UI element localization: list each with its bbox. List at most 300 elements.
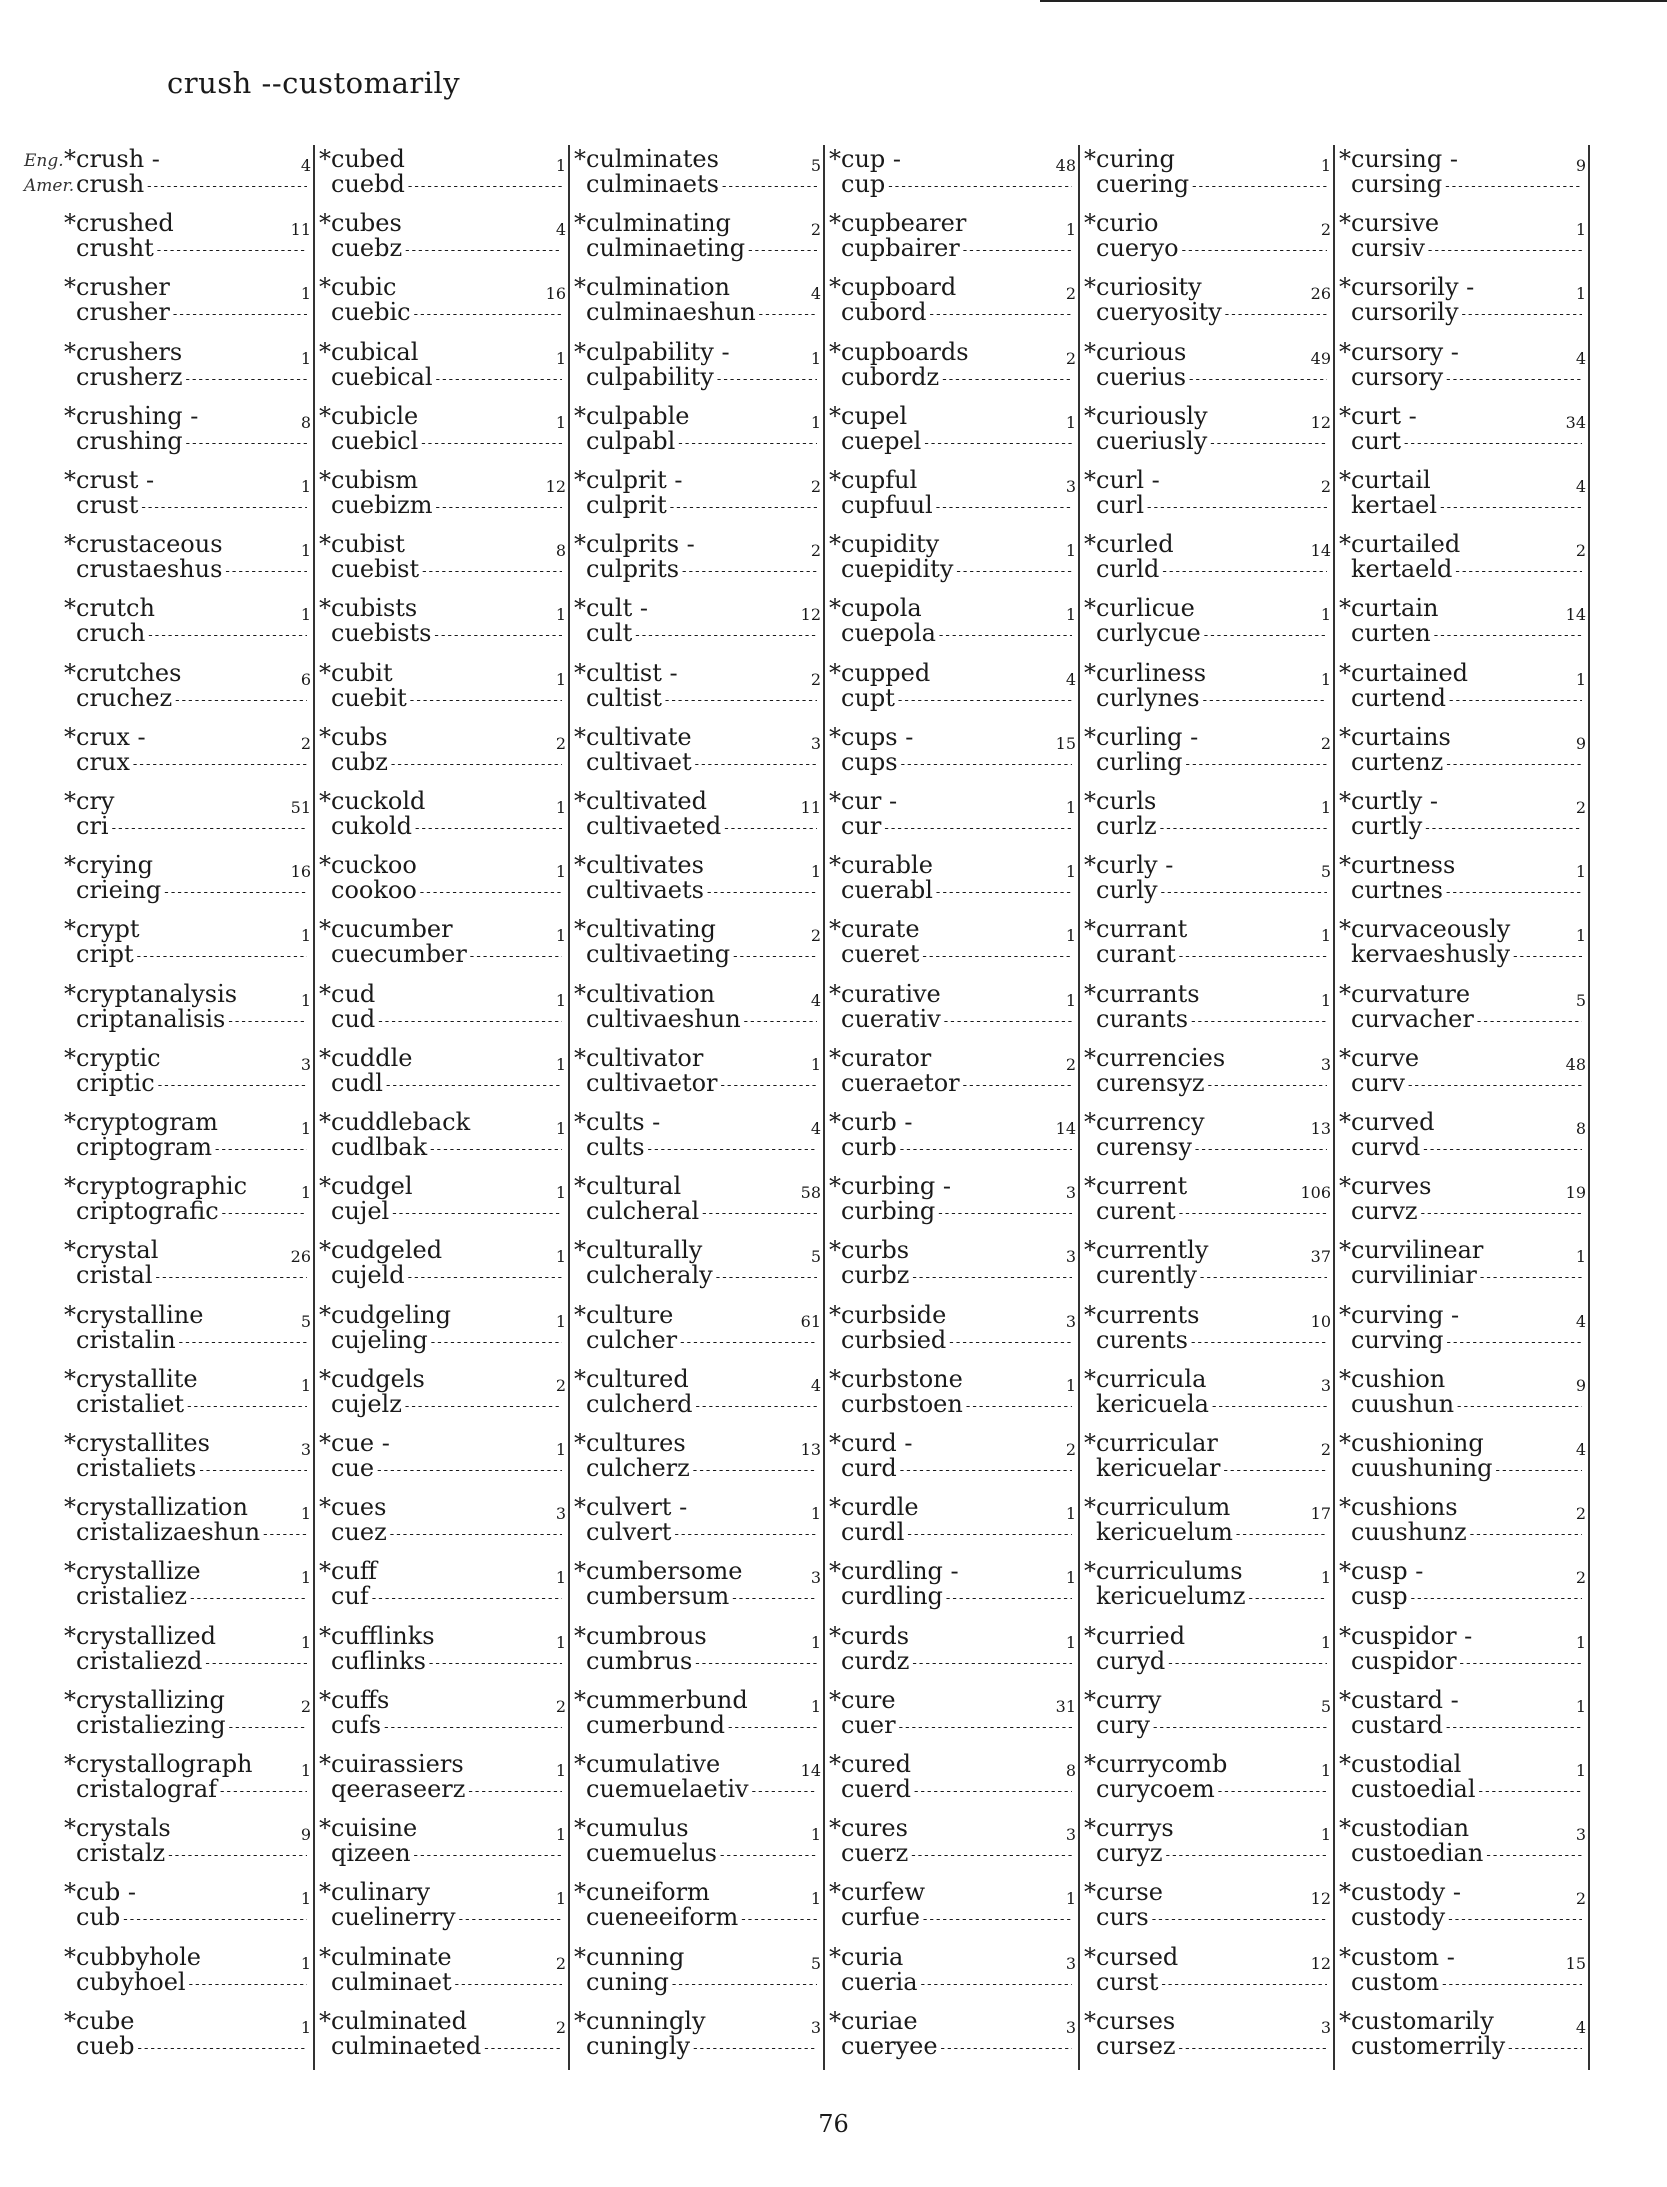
entry-spelling: cuepidity - - - — [841, 555, 1072, 586]
word-entry — [1080, 1172, 1335, 1236]
entry-spelling: cujeld - - - — [331, 1261, 562, 1292]
entry-spelling: cuebd - - - — [331, 170, 562, 201]
entry-word: *curtly - — [1339, 787, 1438, 815]
entry-count: 12 — [800, 605, 821, 625]
word-entry — [1080, 1429, 1335, 1493]
word-entry — [1335, 1557, 1590, 1621]
entry-spelling: cumbrus - - - — [586, 1647, 817, 1678]
entry-word: *cubicle — [319, 401, 419, 430]
entry-spelling: cuering - - - — [1096, 170, 1327, 201]
entry-count: 3 — [1065, 1311, 1076, 1331]
entry-count: 1 — [1575, 284, 1586, 304]
entry-count: 1 — [555, 412, 566, 432]
word-entry — [60, 659, 315, 723]
entry-count: 3 — [555, 1504, 566, 1524]
entry-count: 1 — [810, 412, 821, 432]
entry-spelling: cupt - - - — [841, 684, 1072, 715]
entry-word: *curdle — [829, 1493, 919, 1522]
entry-word: *cudgels — [319, 1364, 425, 1393]
entry-count: 2 — [555, 733, 566, 753]
entry-word: *cusp - — [1339, 1557, 1424, 1586]
entry-word: *cue - — [319, 1429, 390, 1457]
word-entry — [1080, 1686, 1335, 1750]
word-entry — [315, 338, 570, 402]
entry-spelling: custoedian - - - — [1351, 1839, 1582, 1870]
entry-spelling: kericuelumz - - - — [1096, 1582, 1327, 1613]
entry-word: *currencies — [1084, 1043, 1226, 1072]
word-entry — [315, 1044, 570, 1108]
entry-word: *curia — [829, 1942, 904, 1971]
word-entry — [570, 338, 825, 402]
word-entry — [1080, 1493, 1335, 1557]
entry-word: *curtail — [1339, 466, 1431, 494]
entry-count: 1 — [1575, 1761, 1586, 1780]
word-entry — [315, 2007, 570, 2071]
word-entry — [1080, 1044, 1335, 1108]
word-entry — [1335, 273, 1590, 337]
entry-count: 1 — [1575, 220, 1586, 240]
entry-word: *curtness — [1339, 851, 1456, 880]
word-entry — [1080, 723, 1335, 787]
entry-word: *cult - — [574, 594, 648, 623]
entry-spelling: culminaeshun - - - — [586, 298, 817, 329]
entry-word: *curbs — [829, 1236, 910, 1265]
entry-word: *curses — [1084, 2006, 1176, 2035]
word-entry — [315, 1686, 570, 1750]
entry-count: 3 — [300, 1054, 311, 1074]
word-entry — [1335, 1686, 1590, 1750]
word-entry — [315, 1750, 570, 1814]
entry-count: 1 — [1065, 1504, 1076, 1524]
word-entry — [315, 1108, 570, 1172]
word-entry — [1335, 2007, 1590, 2071]
entry-spelling: culminaeted - - - — [331, 2032, 562, 2063]
entry-spelling: cubordz - - - — [841, 363, 1072, 394]
entry-spelling: cuning - - - — [586, 1968, 817, 1999]
word-entry — [570, 787, 825, 851]
entry-spelling: curling - - - — [1096, 748, 1327, 779]
entry-count: 34 — [1565, 412, 1586, 432]
entry-count: 1 — [1575, 1247, 1586, 1267]
entry-spelling: crust - - - — [76, 491, 307, 522]
word-entry — [60, 1878, 315, 1942]
word-entry — [60, 1044, 315, 1108]
word-entry — [315, 1365, 570, 1429]
entry-count: 2 — [555, 1696, 566, 1716]
word-entry — [570, 915, 825, 979]
word-entry — [825, 851, 1080, 915]
entry-spelling: cuelinerry - - - — [331, 1903, 562, 1934]
entry-spelling: curlycue - - - — [1096, 619, 1327, 650]
entry-spelling: curs - - - — [1096, 1903, 1327, 1934]
word-entry — [1335, 787, 1590, 851]
entry-count: 4 — [1065, 669, 1076, 689]
entry-spelling: cueryosity - - - — [1096, 298, 1327, 329]
entry-spelling: cud - - - — [331, 1005, 562, 1036]
entry-word: *crystallization — [64, 1493, 248, 1522]
entry-spelling: curensy - - - — [1096, 1133, 1327, 1164]
entry-word: *cupidity — [829, 530, 940, 559]
entry-spelling: cuez - - - — [331, 1518, 562, 1549]
word-entry — [1080, 1943, 1335, 2007]
entry-spelling: crux - - - — [76, 748, 307, 779]
entry-spelling: curents - - - — [1096, 1326, 1327, 1357]
entry-word: *cummerbund — [574, 1685, 748, 1714]
word-entry — [1335, 145, 1590, 209]
entry-count: 4 — [300, 156, 311, 175]
entry-word: *cuirassiers — [319, 1750, 464, 1778]
entry-spelling: cuebical - - - — [331, 363, 562, 394]
entry-count: 26 — [290, 1247, 311, 1267]
entry-count: 5 — [1575, 990, 1586, 1010]
word-entry — [315, 1429, 570, 1493]
entry-spelling: cults - - - — [586, 1133, 817, 1164]
entry-word: *cryptogram — [64, 1108, 218, 1136]
entry-count: 1 — [1065, 798, 1076, 817]
entry-word: *culture — [574, 1300, 674, 1329]
entry-spelling: cur - - - — [841, 812, 1072, 843]
entry-count: 9 — [300, 1825, 311, 1845]
entry-count: 2 — [1065, 1440, 1076, 1459]
word-entry — [60, 338, 315, 402]
word-entry — [315, 1878, 570, 1942]
entry-spelling: crushing - - - — [76, 427, 307, 458]
entry-word: *cubical — [319, 337, 419, 366]
entry-word: *cufflinks — [319, 1621, 435, 1650]
entry-count: 1 — [810, 1696, 821, 1716]
word-entry — [825, 2007, 1080, 2071]
entry-count: 1 — [1065, 220, 1076, 240]
entry-spelling: cruchez - - - — [76, 684, 307, 715]
word-entry — [825, 209, 1080, 273]
word-entry — [315, 980, 570, 1044]
word-entry — [825, 594, 1080, 658]
entry-word: *curiously — [1084, 401, 1208, 430]
entry-spelling: qeeraseerz - - - — [331, 1775, 562, 1806]
entry-word: *cubism — [319, 466, 419, 494]
entry-count: 1 — [1065, 541, 1076, 561]
entry-word: *curls — [1084, 787, 1157, 815]
entry-spelling: culcheraly - - - — [586, 1261, 817, 1292]
entry-spelling: criptanalisis - - - — [76, 1005, 307, 1036]
entry-count: 4 — [1575, 477, 1586, 496]
entry-spelling: culvert - - - — [586, 1518, 817, 1549]
entry-word: *cushions — [1339, 1493, 1458, 1522]
entry-spelling: curst - - - — [1096, 1968, 1327, 1999]
word-entry — [570, 1943, 825, 2007]
entry-spelling: cueryo - - - — [1096, 234, 1327, 265]
entry-word: *custom - — [1339, 1942, 1455, 1971]
entry-word: *currycomb — [1084, 1750, 1228, 1778]
entry-count: 1 — [1575, 926, 1586, 946]
entry-word: *curtained — [1339, 658, 1469, 687]
entry-spelling: cujeling - - - — [331, 1326, 562, 1357]
entry-word: *cumulus — [574, 1814, 689, 1843]
entry-count: 1 — [300, 348, 311, 368]
entry-spelling: culminaet - - - — [331, 1968, 562, 1999]
entry-count: 1 — [810, 1504, 821, 1524]
word-entry — [825, 787, 1080, 851]
word-entry — [1335, 1814, 1590, 1878]
word-entry — [60, 851, 315, 915]
entry-word: *culminating — [574, 209, 731, 238]
entry-spelling: cuebicl - - - — [331, 427, 562, 458]
entry-spelling: cuemuelaetiv - - - — [586, 1775, 817, 1806]
word-entry — [1335, 1236, 1590, 1300]
entry-count: 1 — [555, 1183, 566, 1203]
entry-spelling: cury - - - — [1096, 1711, 1327, 1742]
entry-word: *curable — [829, 851, 933, 880]
entry-spelling: cultivaetor - - - — [586, 1069, 817, 1100]
word-entry — [60, 209, 315, 273]
entry-count: 12 — [545, 477, 566, 496]
entry-spelling: cumerbund - - - — [586, 1711, 817, 1742]
entry-word: *cubit — [319, 658, 393, 687]
entry-spelling: cursing - - - — [1351, 170, 1582, 201]
entry-spelling: cudlbak - - - — [331, 1133, 562, 1164]
entry-word: *cucumber — [319, 915, 453, 944]
entry-count: 1 — [300, 284, 311, 304]
word-entry — [315, 1943, 570, 2007]
entry-spelling: crieing - - - — [76, 876, 307, 907]
entry-spelling: custody - - - — [1351, 1903, 1582, 1934]
entry-spelling: curtend - - - — [1351, 684, 1582, 715]
entry-spelling: cuflinks - - - — [331, 1647, 562, 1678]
entry-spelling: curt - - - — [1351, 427, 1582, 458]
entry-count: 1 — [1065, 862, 1076, 882]
entry-count: 3 — [1065, 477, 1076, 496]
word-entry — [570, 530, 825, 594]
entry-word: *cultivate — [574, 722, 692, 751]
entry-count: 1 — [810, 1632, 821, 1652]
entry-count: 2 — [555, 2017, 566, 2037]
word-entry — [315, 915, 570, 979]
entry-word: *crushed — [64, 209, 174, 238]
entry-spelling: culcherd - - - — [586, 1390, 817, 1421]
entry-count: 5 — [810, 156, 821, 175]
entry-count: 1 — [555, 1247, 566, 1267]
entry-word: *crystallites — [64, 1429, 210, 1457]
entry-spelling: cuerius - - - — [1096, 363, 1327, 394]
entry-spelling: cueret - - - — [841, 940, 1072, 971]
entry-spelling: cultivaets - - - — [586, 876, 817, 907]
entry-count: 2 — [1065, 284, 1076, 304]
entry-spelling: cups - - - — [841, 748, 1072, 779]
entry-count: 1 — [1065, 1632, 1076, 1652]
word-entry — [825, 530, 1080, 594]
entry-spelling: curd - - - — [841, 1454, 1072, 1485]
entry-count: 2 — [300, 1696, 311, 1716]
entry-spelling: curdz - - - — [841, 1647, 1072, 1678]
word-entry — [1080, 1365, 1335, 1429]
word-entry — [1335, 209, 1590, 273]
entry-spelling: cuer - - - — [841, 1711, 1072, 1742]
word-entry — [1080, 273, 1335, 337]
word-entry — [1335, 402, 1590, 466]
word-entry — [570, 145, 825, 209]
entry-count: 1 — [300, 1568, 311, 1588]
entry-word: *currant — [1084, 915, 1188, 944]
word-entry — [1335, 466, 1590, 530]
entry-spelling: curent - - - — [1096, 1197, 1327, 1228]
entry-count: 1 — [300, 1889, 311, 1909]
entry-count: 4 — [810, 284, 821, 304]
entry-word: *curbstone — [829, 1364, 963, 1393]
entry-spelling: curly - - - — [1096, 876, 1327, 907]
entry-count: 1 — [1065, 926, 1076, 946]
word-column-5 — [1080, 145, 1335, 2085]
entry-spelling: culprit - - - — [586, 491, 817, 522]
word-entry — [825, 1301, 1080, 1365]
entry-spelling: cufs - - - — [331, 1711, 562, 1742]
entry-word: *cults - — [574, 1108, 661, 1136]
entry-word: *curly - — [1084, 851, 1174, 880]
word-entry — [570, 273, 825, 337]
word-entry — [1080, 1108, 1335, 1172]
entry-spelling: cri - - - — [76, 812, 307, 843]
entry-count: 2 — [555, 1375, 566, 1395]
entry-spelling: cueryee - - - — [841, 2032, 1072, 2063]
entry-word: *crustaceous — [64, 530, 223, 559]
word-entry — [60, 1108, 315, 1172]
word-entry — [825, 402, 1080, 466]
entry-spelling: cup - - - — [841, 170, 1072, 201]
word-entry — [315, 1236, 570, 1300]
word-entry — [1335, 338, 1590, 402]
entry-spelling: curycoem - - - — [1096, 1775, 1327, 1806]
word-entry — [570, 1493, 825, 1557]
word-entry — [315, 273, 570, 337]
entry-spelling: curbsied - - - — [841, 1326, 1072, 1357]
entry-count: 3 — [1320, 2017, 1331, 2037]
entry-count: 4 — [1575, 348, 1586, 368]
word-entry — [1335, 1750, 1590, 1814]
entry-word: *curriculum — [1084, 1493, 1231, 1522]
word-entry — [60, 1750, 315, 1814]
entry-count: 1 — [300, 1953, 311, 1973]
entry-count: 1 — [1320, 1568, 1331, 1588]
entry-spelling: cub - - - — [76, 1903, 307, 1934]
entry-spelling: curbstoen - - - — [841, 1390, 1072, 1421]
entry-count: 1 — [1320, 926, 1331, 946]
word-entry — [60, 1236, 315, 1300]
entry-count: 1 — [300, 990, 311, 1010]
word-entry — [60, 594, 315, 658]
word-entry — [60, 915, 315, 979]
side-label-english: Eng. — [24, 151, 64, 171]
word-entry — [825, 723, 1080, 787]
entry-spelling: cursez - - - — [1096, 2032, 1327, 2063]
entry-word: *cumbrous — [574, 1621, 707, 1650]
entry-count: 1 — [1575, 1696, 1586, 1716]
entry-spelling: cristaliet - - - — [76, 1390, 307, 1421]
entry-word: *crystallizing — [64, 1685, 225, 1714]
word-entry — [825, 273, 1080, 337]
word-entry — [1080, 1236, 1335, 1300]
word-entry — [1335, 1172, 1590, 1236]
word-entry — [825, 1557, 1080, 1621]
entry-count: 9 — [1575, 156, 1586, 175]
entry-count: 2 — [810, 220, 821, 240]
entry-spelling: kertael - - - — [1351, 491, 1582, 522]
entry-word: *cubes — [319, 209, 402, 238]
entry-count: 19 — [1565, 1183, 1586, 1203]
entry-spelling: curensyz - - - — [1096, 1069, 1327, 1100]
entry-spelling: kervaeshusly - - - — [1351, 940, 1582, 971]
entry-word: *culpable — [574, 401, 690, 430]
word-entry — [570, 1429, 825, 1493]
entry-spelling: cristalin - - - — [76, 1326, 307, 1357]
entry-count: 12 — [1310, 412, 1331, 432]
entry-word: *crystals — [64, 1814, 171, 1843]
entry-count: 1 — [300, 926, 311, 946]
entry-spelling: cueria - - - — [841, 1968, 1072, 1999]
word-entry — [315, 466, 570, 530]
entry-count: 2 — [1575, 1568, 1586, 1588]
entry-word: *curdling - — [829, 1557, 959, 1586]
word-entry — [315, 1493, 570, 1557]
word-entry — [60, 145, 315, 209]
entry-count: 10 — [1310, 1311, 1331, 1331]
word-entry — [1335, 915, 1590, 979]
entry-word: *cursive — [1339, 209, 1440, 238]
entry-word: *curse — [1084, 1878, 1163, 1907]
entry-word: *current — [1084, 1172, 1188, 1201]
entry-word: *culminate — [319, 1942, 452, 1971]
entry-word: *crying — [64, 851, 153, 880]
entry-count: 1 — [555, 1568, 566, 1588]
entry-count: 1 — [1065, 605, 1076, 625]
entry-count: 1 — [555, 926, 566, 946]
entry-word: *curative — [829, 979, 941, 1008]
entry-spelling: cuepola - - - — [841, 619, 1072, 650]
word-entry — [1080, 2007, 1335, 2071]
entry-count: 1 — [1320, 1761, 1331, 1780]
entry-spelling: culpability - - - — [586, 363, 817, 394]
entry-word: *currently — [1084, 1236, 1209, 1265]
entry-spelling: culprits - - - — [586, 555, 817, 586]
entry-spelling: cueneeiform - - - — [586, 1903, 817, 1934]
entry-spelling: customerrily - - - — [1351, 2032, 1582, 2063]
entry-count: 1 — [1320, 605, 1331, 625]
entry-count: 2 — [1575, 1504, 1586, 1524]
entry-count: 5 — [300, 1311, 311, 1331]
entry-count: 1 — [1320, 1825, 1331, 1845]
entry-count: 17 — [1310, 1504, 1331, 1524]
entry-word: *custodian — [1339, 1814, 1470, 1843]
word-entry — [825, 1878, 1080, 1942]
entry-word: *cudgeled — [319, 1236, 443, 1265]
entry-spelling: cultivaet - - - — [586, 748, 817, 779]
entry-spelling: cudl - - - — [331, 1069, 562, 1100]
word-column-6 — [1335, 145, 1590, 2085]
word-column-1 — [60, 145, 315, 2085]
entry-word: *crystallize — [64, 1557, 201, 1586]
entry-spelling: cueb - - - — [76, 2032, 307, 2063]
entry-word: *cultures — [574, 1429, 686, 1457]
entry-spelling: curyd - - - — [1096, 1647, 1327, 1678]
entry-spelling: cuebz - - - — [331, 234, 562, 265]
entry-count: 1 — [300, 2017, 311, 2037]
entry-word: *cupola — [829, 594, 922, 623]
entry-spelling: curvd - - - — [1351, 1133, 1582, 1164]
word-entry — [570, 402, 825, 466]
entry-count: 1 — [555, 1311, 566, 1331]
entry-spelling: cue - - - — [331, 1454, 562, 1485]
entry-count: 1 — [300, 1119, 311, 1138]
entry-word: *curry — [1084, 1685, 1162, 1714]
entry-word: *cube — [64, 2006, 135, 2035]
